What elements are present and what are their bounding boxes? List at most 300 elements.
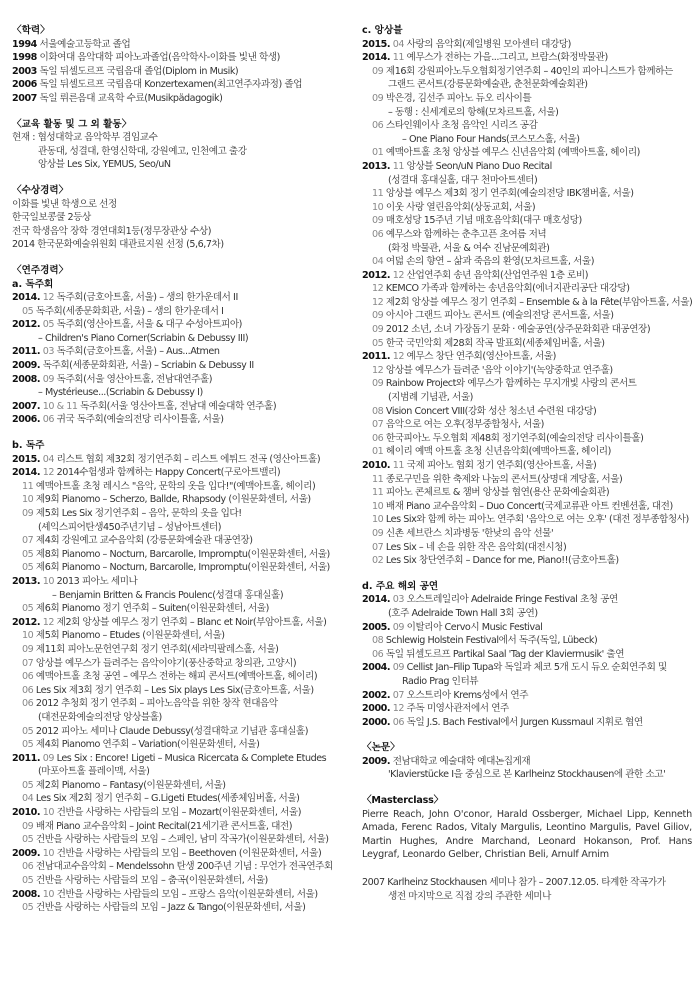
entry-line	[362, 160, 692, 174]
left-section-2	[12, 184, 352, 252]
entry-line	[362, 187, 692, 201]
entry-year: 2014.	[12, 467, 41, 479]
entry-text: 10 건반을 사랑하는 사람들의 모임 – Mozart(이원문화센터, 서울)	[42, 807, 301, 819]
entry-month: 01	[372, 446, 384, 458]
entry-month: 10	[372, 201, 384, 213]
entry-line	[12, 453, 352, 467]
entry-line	[12, 738, 352, 752]
section-title: c. 앙상블	[362, 25, 403, 36]
entry-line	[12, 145, 352, 159]
entry-line	[12, 711, 352, 725]
right-section-2	[362, 741, 692, 782]
left-section-1	[12, 118, 352, 172]
entry-line	[362, 418, 692, 432]
entry-line	[12, 847, 352, 861]
masterclass-note-1: 2007 Karlheinz Stockhausen 세미나 참가 – 2007.12.05. 타계한 작곡가가	[362, 877, 666, 889]
entry-month: 11	[22, 480, 34, 492]
right-section-0	[362, 24, 692, 568]
entry-line	[12, 901, 352, 915]
entry-line	[12, 400, 352, 414]
entry-text: 04 Les Six 제2회 정기 연주회 – G.Ligeti Etudes(세종체임버홀, 서울)	[22, 793, 300, 805]
entry-line	[362, 755, 692, 769]
entry-text: 06 독일 뒤셀도르프 Partikal Saal 'Tag der Klaviermusik' 출연	[372, 648, 625, 660]
entry-line	[12, 305, 352, 319]
entry-text: 10 Les Six와 함께 하는 피아노 연주회 '음악으로 여는 오후' (대전 정부종합청사)	[372, 514, 689, 526]
entry-month: 09	[372, 527, 384, 539]
right-section-1	[362, 580, 692, 730]
entry-line	[12, 345, 352, 359]
entry-text: 05 제6회 Pianomo – Nocturn, Barcarolle, Impromptu(이원문화센터, 서울)	[22, 562, 330, 574]
entry-month: 12	[392, 269, 405, 281]
entry-line	[12, 158, 352, 172]
left-column	[12, 24, 352, 927]
entry-text: Radio Prag 인터뷰	[402, 675, 479, 687]
entry-month: 06	[22, 684, 34, 696]
entry-month: 08	[372, 405, 384, 417]
entry-year: 1998	[12, 52, 37, 64]
entry-line	[12, 670, 352, 684]
entry-month: 07	[22, 657, 34, 669]
entry-line	[362, 661, 692, 675]
entry-year: 2003	[12, 65, 37, 77]
entry-text: 09 매호성당 15주년 기념 매호음악회(대구 매호성당)	[372, 215, 582, 227]
entry-month: 05	[22, 725, 34, 737]
entry-text: 09 제5회 Les Six 정기연주회 – 음악, 문학의 옷을 입다!	[22, 508, 242, 519]
entry-text: – Benjamin Britten & Francis Poulenc(성결대 홍대실홀)	[52, 589, 284, 601]
entry-year: 2009.	[362, 755, 391, 767]
entry-year: 2007.	[12, 400, 41, 412]
entry-line	[12, 888, 352, 902]
entry-month: 06	[372, 648, 384, 660]
entry-text: 08 Schlewig Holstein Festival에서 독주(독일, Lübeck)	[372, 635, 598, 647]
entry-month: 06	[42, 414, 55, 426]
entry-line	[12, 493, 352, 507]
entry-text: 그랜드 콘서트(강릉문화예술관, 춘천문화예술회관)	[388, 79, 588, 91]
entry-text: 2014 한국문화예술위원회 대관료지원 선정 (5,6,7차)	[12, 239, 224, 251]
entry-line	[362, 445, 692, 459]
entry-month: 09	[42, 373, 55, 385]
entry-text: 04 여덟 손의 향연 – 삶과 죽음의 환영(모차르트홀, 서울)	[372, 256, 594, 268]
entry-text: 04 리스트 협회 제32회 정기연주회 – 리스트 에튀드 전곡 (영산아트홀)	[42, 453, 321, 465]
entry-line	[12, 480, 352, 494]
entry-line	[362, 323, 692, 337]
entry-text: 독일 뤼른음대 교육학 수료(Musikpädagogik)	[39, 92, 223, 104]
entry-line	[12, 643, 352, 657]
entry-text: 12 독주회(금호아트홀, 서울) – 생의 한가운데서 II	[42, 292, 238, 304]
entry-text: (지범례 기념관, 서울)	[388, 392, 473, 404]
entry-line	[12, 752, 352, 766]
entry-year: 2006	[12, 79, 37, 91]
entry-month: 02	[372, 555, 384, 567]
entry-line	[362, 282, 692, 296]
entry-line	[362, 716, 692, 730]
entry-text: 10 2013 피아노 세미나	[42, 575, 138, 587]
entry-line	[362, 51, 692, 65]
entry-line	[362, 768, 692, 782]
entry-line	[362, 593, 692, 607]
entry-line	[12, 291, 352, 305]
entry-year: 2008.	[12, 373, 41, 385]
entry-month: 11	[392, 52, 405, 64]
entry-text: 11 앙상블 Seon/uN Piano Duo Recital	[392, 160, 552, 172]
entry-line	[12, 575, 352, 589]
entry-line	[12, 521, 352, 535]
entry-text: 06 귀국 독주회(예술의전당 리사이틀홀, 서울)	[42, 414, 224, 426]
entry-month: 05	[22, 875, 34, 887]
entry-text: (성결대 홍대실홀, 대구 천마아트센터)	[388, 174, 538, 186]
entry-text: 06 한국피아노 두오협회 제48회 정기연주회(예술의전당 리사이틀홀)	[372, 432, 644, 444]
entry-line	[12, 359, 352, 373]
entry-line	[12, 697, 352, 711]
masterclass-names: Pierre Reach, John O'conor, Harald Ossberger, Michael Lipp, Kenneth Amada, Ferenc Rados, Vitaly Margulis, Leontino Margulis, Pavel Giliov, Martin Hughes, Andre Marchand, Leonard Hokanson, Prof. Hans Leygraf, Leonardo Gelber, Christian Beli, Arnulf Arnim	[362, 808, 692, 861]
entry-line	[362, 337, 692, 351]
entry-text: 12 앙상블 예무스가 들려준 '음악 이야기'(녹양중학교 연주홀)	[372, 364, 613, 376]
entry-text: 09 Les Six : Encore! Ligeti – Musica Ricercata & Complete Etudes	[42, 752, 327, 764]
right-column	[362, 24, 692, 915]
entry-text: 06 2012 추청회 정기 연주회 – 피아노음악을 위한 창작 현대음악	[22, 698, 278, 710]
entry-month: 05	[22, 902, 34, 914]
entry-text: 09 박은경, 김선주 피아노 듀오 리사이틀	[372, 92, 532, 104]
entry-line	[12, 92, 352, 106]
entry-text: – 동행 : 신세계로의 항해(모차르트홀, 서울)	[388, 106, 559, 118]
entry-text: 11 예무스가 전하는 가을...그리고, 브람스(화정박물관)	[392, 52, 608, 64]
entry-month: 06	[372, 432, 384, 444]
entry-year: 2008.	[12, 888, 41, 900]
entry-text: 05 제2회 Pianomo – Fantasy(이원문화센터, 서울)	[22, 779, 226, 791]
entry-year: 2014.	[12, 292, 41, 304]
entry-text: 05 독주회(세종문화회관, 서울) – 생의 한가운데서 I	[22, 305, 224, 317]
entry-text: 05 제6회 Pianomo 정기 연주회 – Suiten(이원문화센터, 서울)	[22, 603, 269, 615]
entry-month: 05	[372, 337, 384, 349]
entry-line	[12, 413, 352, 427]
entry-month: 12	[372, 364, 384, 376]
entry-year: 2007	[12, 92, 37, 104]
entry-line	[12, 225, 352, 239]
entry-text: 09 2012 소년, 소녀 가장돕기 문화 · 예술공연(상주문화회관 대공연장)	[372, 324, 651, 336]
entry-line	[12, 51, 352, 65]
entry-text: 06 스타인웨이사 초청 음악인 시리즈 공감	[372, 120, 538, 132]
entry-text: 07 앙상블 예무스가 들려주는 음악이야기(풍산중학교 창의관, 고양시)	[22, 657, 297, 669]
entry-line	[12, 589, 352, 603]
entry-year: 2006.	[12, 414, 41, 426]
entry-line	[12, 629, 352, 643]
entry-month: 10	[42, 847, 55, 859]
entry-text: 11 종로구민을 위한 축제와 나눔의 콘서트(상명대 계당홀, 서울)	[372, 473, 623, 485]
entry-text: 'Klavierstücke I을 중심으로 본 Karlheinz Stockhausen에 관한 소고'	[388, 769, 666, 781]
entry-month: 03	[392, 594, 405, 606]
entry-line	[362, 78, 692, 92]
entry-text: 01 예맥아트홀 초청 앙상블 예무스 신년음악회 (예맥아트홀, 헤이리)	[372, 147, 640, 159]
entry-month: 11	[372, 473, 384, 485]
entry-text: 02 Les Six 창단연주회 – Dance for me, Piano!!(금호아트홀)	[372, 555, 619, 567]
entry-line	[12, 779, 352, 793]
entry-month: 12	[372, 283, 384, 295]
entry-text: 10 배재 Piano 교수음악회 – Duo Concert(국제교류관 아트 컨벤션홀, 대전)	[372, 500, 673, 512]
entry-text: 현재 : 협성대학교 음악학부 겸임교수	[12, 132, 158, 144]
entry-text: – Mystérieuse...(Scriabin & Debussy I)	[38, 387, 203, 399]
entry-text: 10 건반을 사랑하는 사람들의 모임 – Beethoven (이원문화센터, 서울)	[42, 847, 322, 859]
section-title: 〈논문〉	[362, 742, 400, 754]
entry-line	[362, 527, 692, 541]
entry-line	[362, 146, 692, 160]
entry-text: 09 독주회(서울 영산아트홀, 전남대연주홀)	[42, 373, 213, 385]
entry-month: 04	[392, 38, 405, 50]
entry-text: 07 제4회 강원예고 교수음악회 (강릉문화예술관 대공연장)	[22, 535, 253, 547]
entry-text: 05 2012 피아노 세미나 Claude Debussy(성결대학교 기념관 홍대실홀)	[22, 725, 309, 737]
right-sections	[362, 24, 692, 782]
entry-text: 11 앙상블 예무스 제3회 정기 연주회(예술의전당 IBK챔버홀, 서울)	[372, 188, 634, 200]
entry-text: 05 제4회 Pianomo 연주회 – Variation(이원문화센터, 서울)	[22, 739, 260, 751]
masterclass-title: 〈Masterclass〉	[362, 795, 444, 807]
left-section-4	[12, 439, 352, 915]
entry-line	[12, 198, 352, 212]
entry-text: 07 Les Six – 네 손을 위한 작은 음악회(대전시청)	[372, 541, 567, 553]
entry-line	[12, 765, 352, 779]
entry-month: 06	[22, 861, 34, 873]
entry-line	[12, 657, 352, 671]
entry-month: 12	[392, 351, 405, 363]
entry-month: 05	[22, 779, 34, 791]
entry-line	[362, 119, 692, 133]
entry-line	[12, 548, 352, 562]
entry-line	[362, 405, 692, 419]
entry-text: 12 주독 미영사관저에서 연주	[392, 703, 509, 715]
entry-month: 09	[372, 310, 384, 322]
entry-year: 2009.	[12, 847, 41, 859]
entry-text: 04 사랑의 음악회(제일병원 모아센터 대강당)	[392, 38, 571, 50]
entry-text: 10 제5회 Pianomo – Etudes (이원문화센터, 서울)	[22, 630, 225, 642]
entry-year: 2002.	[362, 689, 391, 701]
entry-text: 06 Les Six 제3회 정기 연주회 – Les Six plays Les Six(금호아트홀, 서울)	[22, 684, 314, 696]
entry-line	[12, 616, 352, 630]
entry-text: 07 음악으로 여는 오후(정부중합청사, 서울)	[372, 419, 544, 431]
entry-month: 01	[372, 147, 384, 159]
entry-month: 11	[392, 460, 405, 471]
entry-line	[12, 806, 352, 820]
entry-line	[362, 350, 692, 364]
entry-line	[362, 554, 692, 568]
entry-line	[362, 432, 692, 446]
entry-line	[12, 602, 352, 616]
entry-month: 05	[22, 548, 34, 560]
entry-text: 서울예술고등학교 졸업	[39, 38, 131, 50]
entry-month: 09	[392, 621, 405, 633]
entry-text: 12 제2회 앙상블 예무스 정기 연주회 – Ensemble & à la Fête(부암아트홀, 서울)	[372, 296, 693, 308]
entry-text: 09 아시아 그랜드 피아노 콘서트 (예술의전당 콘서트홀, 서울)	[372, 310, 614, 322]
entry-line	[362, 38, 692, 52]
entry-line	[362, 201, 692, 215]
entry-text: 09 이탈리아 Cervo시 Music Festival	[392, 621, 543, 633]
entry-text: 앙상블 Les Six, YEMUS, Seo/uN	[38, 159, 171, 171]
entry-month: 09	[22, 820, 34, 832]
left-section-0	[12, 24, 352, 106]
entry-month: 12	[392, 703, 405, 715]
entry-line	[362, 255, 692, 269]
entry-text: 12 KEMCO 가족과 함께하는 송년음악회(에너지관리공단 대강당)	[372, 283, 630, 295]
entry-text: 09 Rainbow Project와 예무스가 함께하는 무지개빛 사랑의 콘서트	[372, 378, 637, 390]
entry-month: 10	[372, 514, 384, 526]
entry-text: 03 오스트레일리아 Adelraide Fringe Festival 초청 공연	[392, 594, 618, 606]
entry-month: 10	[22, 630, 34, 642]
entry-text: 독주회(세종문화회관, 서울) – Scriabin & Debussy II	[42, 360, 254, 372]
entry-text: 11 피아노 콘체르토 & 챔버 앙상블 협연(용산 문화예술회관)	[372, 487, 610, 499]
entry-line	[362, 364, 692, 378]
entry-month: 12	[42, 467, 55, 479]
entry-month: 06	[372, 120, 384, 132]
entry-month: 05	[22, 603, 34, 615]
entry-month: 11	[372, 188, 384, 200]
entry-text: 09 배재 Piano 교수음악회 – Joint Recital(21세기관 콘서트홀, 대전)	[22, 820, 293, 832]
entry-year: 2014.	[362, 594, 391, 606]
entry-text: 12 산업연주회 송년 음악회(산업연주원 1층 로비)	[392, 269, 588, 281]
entry-line	[362, 621, 692, 635]
entry-text: (대전문화예술의전당 앙상블홀)	[38, 711, 162, 723]
entry-year: 2000.	[362, 703, 391, 715]
entry-year: 2011.	[362, 351, 391, 363]
entry-line	[362, 634, 692, 648]
entry-text: 관동대, 성결대, 한영신학대, 강원예고, 인천예고 출강	[38, 145, 247, 157]
entry-month: 09	[22, 508, 34, 519]
entry-line	[362, 106, 692, 120]
entry-text: 05 건반을 사랑하는 사람들의 모임 – Jazz & Tango(이원문화센터, 서울)	[22, 902, 306, 914]
entry-month: 09	[42, 752, 55, 764]
entry-line	[12, 534, 352, 548]
entry-line	[362, 242, 692, 256]
entry-line	[12, 874, 352, 888]
entry-text: 전남대학교 예술대학 예대논집게재	[392, 755, 531, 767]
entry-month: 05	[42, 319, 55, 331]
entry-line	[362, 228, 692, 242]
entry-text: 10 제9회 Pianomo – Scherzo, Ballde, Rhapsody (이원문화센터, 서울)	[22, 494, 311, 506]
entry-text: 07 오스트리아 Krems성에서 연주	[392, 689, 529, 701]
section-subtitle: a. 독주회	[12, 278, 54, 290]
entry-text: 이화를 빛낸 학생으로 선정	[12, 198, 117, 210]
entry-text: 12 제2회 앙상블 예무스 정기 연주회 – Blanc et Noir(부암아트홀, 서울)	[42, 616, 327, 628]
entry-month: 08	[372, 635, 384, 647]
entry-line	[12, 318, 352, 332]
entry-line	[12, 332, 352, 346]
entry-line	[362, 174, 692, 188]
entry-year: 2015.	[362, 38, 391, 50]
entry-month: 06	[372, 228, 384, 240]
entry-text: 10 & 11 독주회(서울 영산아트홀, 전남대 예술대학 연주홀)	[42, 400, 277, 412]
entry-month: 09	[372, 92, 384, 104]
entry-month: 11	[392, 160, 405, 172]
entry-month: 10	[22, 494, 34, 506]
entry-line	[362, 513, 692, 527]
entry-year: 2011.	[12, 346, 41, 358]
entry-text: 12 예무스 창단 연주회(영산아트홀, 서울)	[392, 351, 556, 363]
entry-text: 10 건반을 사랑하는 사람들의 모임 – 프랑스 음악(이원문화센터, 서울)	[42, 888, 318, 900]
entry-month: 03	[42, 346, 55, 358]
entry-year: 2014.	[362, 52, 391, 64]
section-title: 〈연주경력〉	[12, 264, 69, 276]
entry-text: 03 독주회(금호아트홀, 서울) – Aus...Atmen	[42, 346, 220, 358]
entry-line	[362, 92, 692, 106]
entry-line	[362, 377, 692, 391]
entry-text: 09 제11회 피아노문헌연구회 정기 연주회(세라믹팔레스홀, 서울)	[22, 643, 279, 655]
entry-month: 07	[392, 689, 405, 701]
entry-line	[12, 860, 352, 874]
entry-text: 06 전남대교수음악회 – Mendelssohn 탄생 200주년 기념 : 무언가 전곡연주회	[22, 861, 333, 873]
section-title: 〈수상경력〉	[12, 184, 69, 196]
entry-month: 09	[372, 324, 384, 336]
entry-month: 11	[372, 487, 384, 499]
entry-line	[362, 702, 692, 716]
section-subtitle: b. 독주	[12, 440, 45, 452]
entry-year: 2015.	[12, 453, 41, 465]
entry-year: 2013.	[12, 575, 41, 587]
entry-month: 06	[22, 671, 34, 683]
entry-month: 07	[372, 541, 384, 553]
entry-text: (셰익스피어탄생450주년기념 – 성남아트센터)	[38, 521, 221, 533]
entry-month: 12	[42, 292, 55, 304]
entry-text: 05 건반을 사랑하는 사람들의 모임 – 스페인, 남미 작곡가(이원문화센터, 서울)	[22, 834, 329, 846]
entry-year: 2012.	[12, 319, 41, 331]
entry-month: 04	[372, 256, 384, 268]
section-title: 〈학력〉	[12, 25, 50, 36]
entry-line	[12, 466, 352, 480]
entry-line	[12, 386, 352, 400]
entry-month: 04	[42, 453, 55, 465]
entry-text: 05 한국 국민악회 제28회 작곡 발표회(세종체임버홀, 서울)	[372, 337, 605, 349]
entry-line	[12, 238, 352, 252]
entry-year: 2012.	[362, 269, 391, 281]
entry-year: 2000.	[362, 716, 391, 728]
entry-year: 2005.	[362, 621, 391, 633]
entry-text: 11 국제 피아노 협회 정기 연주회(영산아트홀, 서울)	[392, 460, 597, 471]
entry-line	[362, 500, 692, 514]
entry-month: 07	[22, 535, 34, 547]
entry-line	[362, 689, 692, 703]
entry-month: 05	[22, 305, 34, 317]
entry-year: 2004.	[362, 662, 391, 674]
entry-line	[12, 131, 352, 145]
entry-line	[12, 792, 352, 806]
entry-line	[362, 296, 692, 310]
entry-text: (화정 박물관, 서울 & 여수 진남문예회관)	[388, 242, 550, 254]
entry-line	[362, 607, 692, 621]
entry-year: 1994	[12, 38, 37, 50]
entry-month: 07	[372, 419, 384, 431]
entry-line	[362, 459, 692, 473]
entry-text: 이화여대 음악대학 피아노과졸업(음악학사-이화를 빛낸 학생)	[39, 52, 280, 64]
entry-line	[362, 541, 692, 555]
entry-year: 2012.	[12, 616, 41, 628]
entry-text: (마포아트홀 플레이맥, 서울)	[38, 766, 150, 778]
entry-text: 06 예맥아트홀 초청 공연 – 예무스 전하는 해피 콘서트(예맥아트홀, 헤이리)	[22, 671, 318, 683]
entry-month: 04	[22, 793, 34, 805]
entry-text: 09 제16회 강원피아노두오협회정기연주회 – 40인의 피아니스트가 함께하는	[372, 65, 673, 77]
section-title: 〈교육 활동 및 그 외 활동〉	[12, 118, 132, 130]
entry-line	[12, 833, 352, 847]
entry-line	[12, 820, 352, 834]
entry-line	[12, 684, 352, 698]
entry-line	[362, 391, 692, 405]
left-section-3	[12, 264, 352, 427]
entry-month: 12	[372, 296, 384, 308]
entry-month: 09	[372, 215, 384, 227]
entry-line	[362, 65, 692, 79]
entry-text: 01 헤이리 예맥 아트홀 초청 신년음악회(예맥아트홀, 헤이리)	[372, 446, 611, 458]
entry-text: 12 2014수험생과 함께하는 Happy Concert(구로아트밸리)	[42, 467, 281, 479]
entry-month: 09	[22, 643, 34, 655]
entry-month: 10	[42, 888, 55, 900]
entry-line	[12, 725, 352, 739]
entry-year: 2010.	[12, 807, 41, 819]
entry-line	[362, 214, 692, 228]
entry-month: 06	[22, 698, 34, 710]
